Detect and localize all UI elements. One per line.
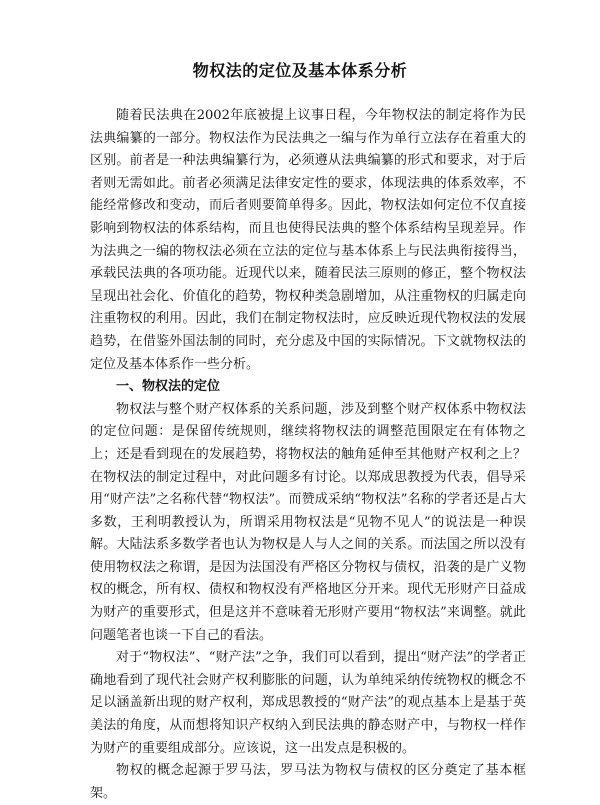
paragraph-intro: 随着民法典在2002年底被提上议事日程，今年物权法的制定将作为民法典编纂的一部分。物权法作为民法典之一编与作为单行立法存在着重大的区别。前者是一种法典编纂行为，必须遵从法典编纂的形式和要求，对于后者则无需如此。前者必须满足法律安定性的要求，体现法典的体系效率，不能经常修改和变动，而后者则要简单得多。因此，物权法如何定位不仅直接影响到物权法的体系结构，而且也使得民法典的整个体系结构呈现差异。作为法典之一编的物权法必须在立法的定位与基本体系上与民法典衔接得当，承载民法典的各项功能。近现代以来，随着民法三原则的修正，整个物权法呈现出社会化、价值化的趋势，物权种类急剧增加，从注重物权的归属走向注重物权的利用。因此，我们在制定物权法时，应反映近现代物权法的发展趋势，在借鉴外国法制的同时，充分虑及中国的实际情况。下文就物权法的定位及基本体系作一些分析。 [90, 108, 526, 372]
paragraph-debate: 对于“物权法”、“财产法”之争，我们可以看到，提出“财产法”的学者正确地看到了现代社会财产权利膨胀的问题，认为单纯采纳传统物权的概念不足以涵盖新出现的财产权利，郑成思教授的“财产法”的观点基本上是基于英美法的角度，从而想将知识产权纳入到民法典的静态财产中，与物权一样作为财产的重要组成部分。应该说，这一出发点是积极的。 [90, 650, 526, 756]
section-heading: 一、物权法的定位 [116, 379, 221, 395]
document-body [90, 105, 526, 805]
document-title: 物权法的定位及基本体系分析 [192, 61, 408, 80]
paragraph-positioning: 物权法与整个财产权体系的关系问题，涉及到整个财产权体系中物权法的定位问题：是保留传统规则，继续将物权法的调整范围限定在有体物之上；还是看到现在的发展趋势，将物权法的触角延伸至其他财产权利之上？在物权法的制定过程中，对此问题多有讨论。以郑成思教授为代表，倡导采用“财产法”之名称代替“物权法”。而赞成采纳“物权法”名称的学者还是占大多数，王利明教授认为，所谓采用物权法是“见物不见人”的说法是一种误解。大陆法系多数学者也认为物权是人与人之间的关系。而法国之所以没有使用物权法之称谓，是因为法国没有严格区分物权与债权，沿袭的是广义物权的概念，所有权、债权和物权没有严格地区分开来。现代无形财产日益成为财产的重要形式，但是这并不意味着无形财产要用“物权法”来调整。就此问题笔者也谈一下自己的看法。 [90, 401, 526, 643]
paragraph-origin: 物权的概念起源于罗马法，罗马法为物权与债权的区分奠定了基本框架。 [90, 763, 526, 801]
